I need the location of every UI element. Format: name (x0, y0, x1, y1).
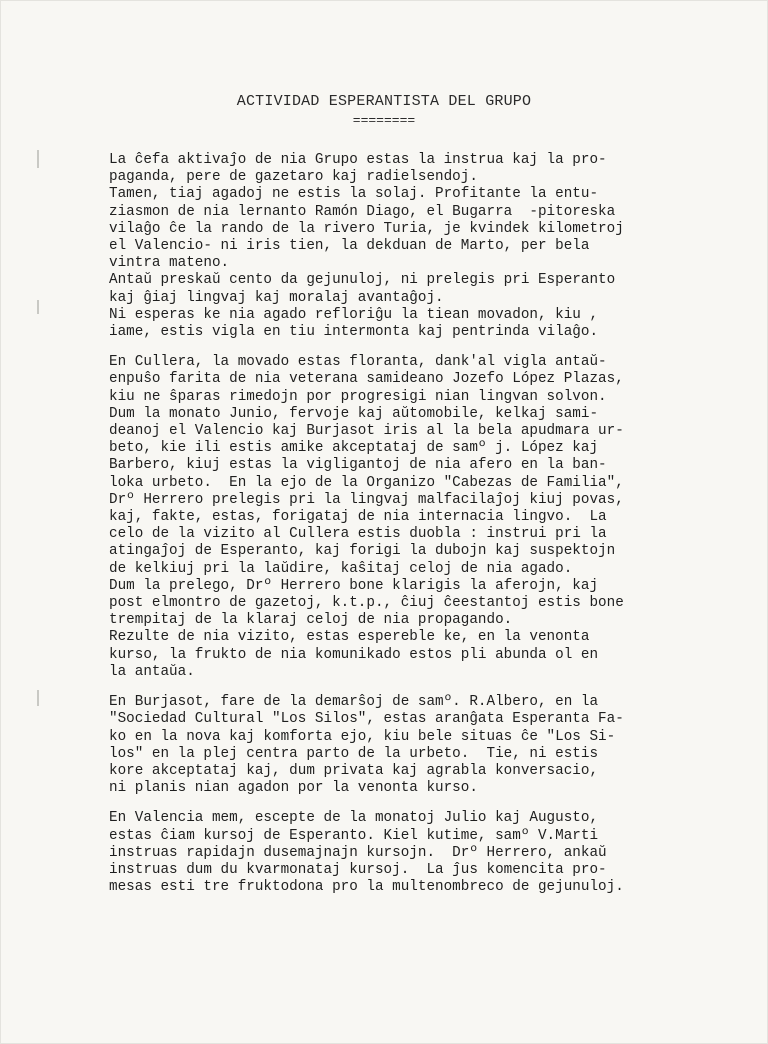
paragraph (109, 694, 759, 797)
text-line: ziasmon de nia lernanto Ramón Diago, el Bugarra -pitoreska (109, 203, 616, 220)
text-line: En Burjasot, fare de la demarŝoj de samº. R.Albero, en la (109, 694, 599, 711)
text-line: Tamen, tiaj agadoj ne estis la solaj. Profitante la entu- (109, 186, 599, 203)
paragraph (109, 354, 759, 406)
margin-punch-mark (37, 690, 39, 706)
text-line: La ĉefa aktivaĵo de nia Grupo estas la instrua kaj la pro- (109, 152, 607, 168)
text-line: mesas esti tre fruktodona pro la multenombreco de gejunuloj. (109, 879, 624, 896)
text-line: vintra mateno. (109, 255, 230, 272)
text-line: kurso, la frukto de nia komunikado estos pli abunda ol en (109, 646, 599, 663)
paragraph (109, 629, 759, 681)
document-title: ACTIVIDAD ESPERANTISTA DEL GRUPO (236, 93, 532, 110)
text-line: beto, kie ili estis amike akceptataj de samº j. López kaj (109, 440, 599, 457)
paragraph (109, 152, 759, 186)
text-line: Rezulte de nia vizito, estas espereble ke, en la venonta (109, 629, 590, 646)
paragraph (109, 578, 759, 630)
text-line: Dum la monato Junio, fervoje kaj aŭtomobile, kelkaj sami- (109, 405, 599, 422)
text-line: el Valencio- ni iris tien, la dekduan de Marto, per bela (109, 238, 590, 255)
margin-punch-mark (37, 150, 39, 168)
text-line: Antaŭ preskaŭ cento da gejunuloj, ni prelegis pri Esperanto (109, 272, 616, 289)
text-line: En Cullera, la movado estas floranta, dank'al vigla antaŭ- (109, 354, 607, 371)
text-line: "Sociedad Cultural "Los Silos", estas aranĝata Esperanta Fa- (109, 711, 624, 728)
text-line: celo de la vizito al Cullera estis duobla : instrui pri la (109, 526, 607, 543)
text-line: Drº Herrero prelegis pri la lingvaj malfacilaĵoj kiuj povas, (109, 491, 624, 508)
text-line: enpuŝo farita de nia veterana samideano Jozefo López Plazas, (109, 371, 624, 388)
text-line: kiu ne ŝparas rimedojn por progresigi nian lingvan solvon. (109, 388, 607, 405)
text-line: post elmontro de gazetoj, k.t.p., ĉiuj ĉeestantoj estis bone (109, 595, 624, 612)
text-line: ni planis nian agadon por la venonta kurso. (109, 780, 478, 797)
text-line: ko en la nova kaj komforta ejo, kiu bele situas ĉe "Los Si- (109, 728, 616, 745)
text-line: deanoj el Valencio kaj Burjasot iris al la bela apudmara ur- (109, 423, 624, 440)
text-line: kore akceptataj kaj, dum privata kaj agrabla konversacio, (109, 762, 599, 779)
paragraph (109, 307, 759, 341)
text-line: Dum la prelego, Drº Herrero bone klarigis la aferojn, kaj (109, 577, 599, 594)
text-line: kaj, fakte, estas, forigataj de nia internacia lingvo. La (109, 509, 607, 526)
text-line: atingaĵoj de Esperanto, kaj forigi la dubojn kaj suspektojn (109, 543, 616, 560)
text-line: instruas dum du kvarmonataj kursoj. La ĵus komencita pro- (109, 861, 607, 878)
text-line: Ni esperas ke nia agado refloriĝu la tiean movadon, kiu , (109, 306, 599, 323)
text-line: En Valencia mem, escepte de la monatoj Julio kaj Augusto, (109, 810, 599, 827)
paragraph (109, 186, 759, 272)
text-line: los" en la plej centra parto de la urbeto. Tie, ni estis (109, 745, 599, 762)
text-line: trempitaj de la klaraj celoj de nia propagando. (109, 612, 513, 629)
text-line: de kelkiuj pri la laŭdire, kaŝitaj celoj de nia agado. (109, 560, 573, 577)
text-line: iame, estis vigla en tiu intermonta kaj pentrinda vilaĝo. (109, 324, 599, 341)
document-body (109, 152, 759, 896)
paragraph (109, 406, 759, 578)
text-line: Barbero, kiuj estas la vigligantoj de nia afero en la ban- (109, 457, 607, 474)
text-line: estas ĉiam kursoj de Esperanto. Kiel kutime, samº V.Marti (109, 827, 599, 844)
title-underline: ======== (352, 113, 416, 128)
margin-punch-mark (37, 300, 39, 314)
text-line: kaj ĝiaj lingvaj kaj moralaj avantaĝoj. (109, 289, 444, 306)
paragraph (109, 810, 759, 896)
text-line: vilaĝo ĉe la rando de la rivero Turia, je kvindek kilometroj (109, 220, 624, 237)
paragraph (109, 272, 759, 306)
text-line: instruas rapidajn dusemajnajn kursojn. Drº Herrero, ankaŭ (109, 844, 607, 861)
text-line: la antaŭa. (109, 663, 195, 680)
text-line: paganda, pere de gazetaro kaj radielsendoj. (109, 169, 478, 186)
text-line: loka urbeto. En la ejo de la Organizo "Cabezas de Familia", (109, 474, 624, 491)
